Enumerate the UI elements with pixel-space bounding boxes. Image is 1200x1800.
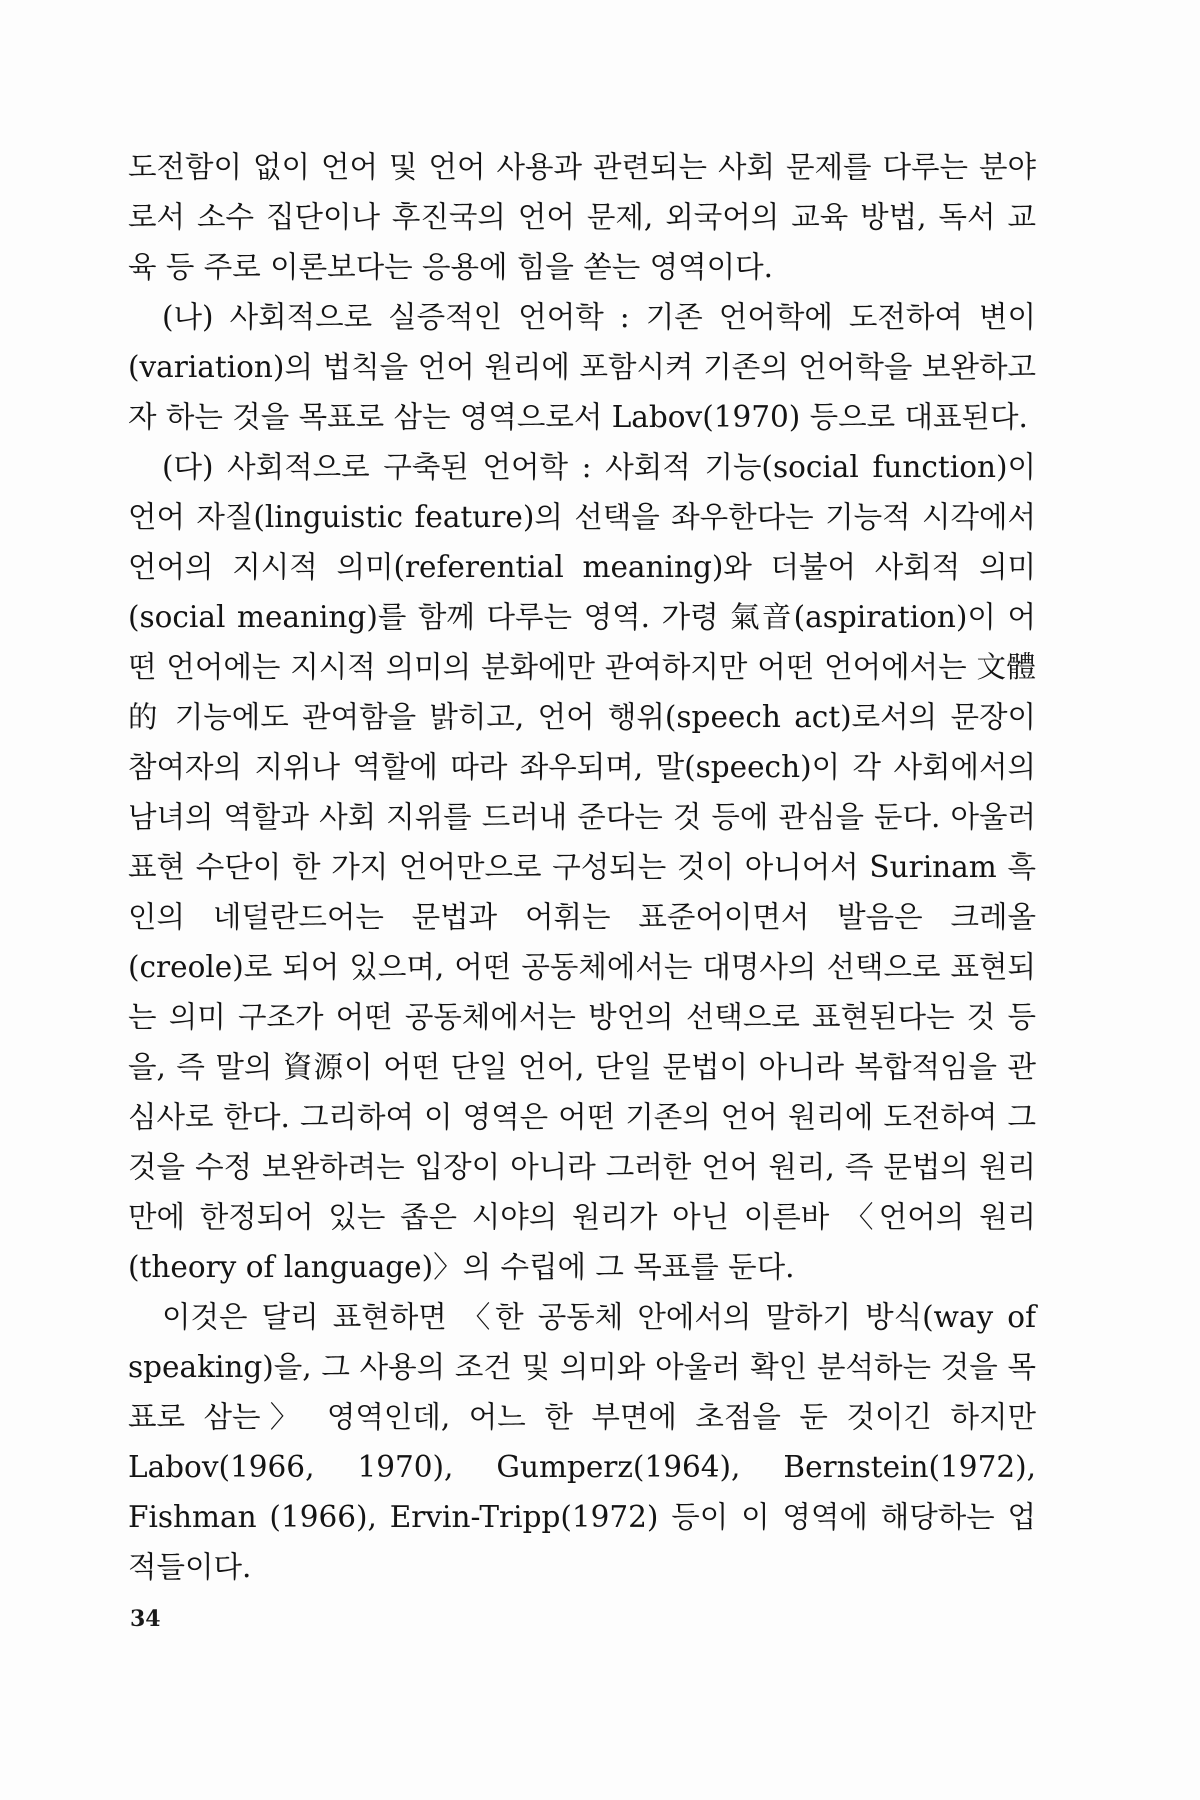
paragraph-da: (다) 사회적으로 구축된 언어학 : 사회적 기능(social function)이 언어 자질(linguistic feature)의 선택을 좌우한다는 기능적 시각에서 언어의 지시적 의미(referential meaning)와 더불어 사회적 의미(social meaning)를 함께 다루는 영역. 가령 氣音(aspiration)이 어떤 언어에는 지시적 의미의 분화에만 관여하지만 어떤 언어에서는 文體的 기능에도 관여함을 밝히고, 언어 행위(speech act)로서의 문장이 참여자의 지위나 역할에 따라 좌우되며, 말(speech)이 각 사회에서의 남녀의 역할과 사회 지위를 드러내 준다는 것 등에 관심을 둔다. 아울러 표현 수단이 한 가지 언어만으로 구성되는 것이 아니어서 Surinam 흑인의 네덜란드어는 문법과 어휘는 표준어이면서 발음은 크레올(creole)로 되어 있으며, 어떤 공동체에서는 대명사의 선택으로 표현되는 의미 구조가 어떤 공동체에서는 방언의 선택으로 표현된다는 것 등을, 즉 말의 資源이 어떤 단일 언어, 단일 문법이 아니라 복합적임을 관심사로 한다. 그리하여 이 영역은 어떤 기존의 언어 원리에 도전하여 그것을 수정 보완하려는 입장이 아니라 그러한 언어 원리, 즉 문법의 원리만에 한정되어 있는 좁은 시야의 원리가 아닌 이른바 〈언어의 원리(theory of language)〉의 수립에 그 목표를 둔다. — [128, 450, 1036, 1284]
paragraph-summary: 이것은 달리 표현하면 〈한 공동체 안에서의 말하기 방식(way of speaking)을, 그 사용의 조건 및 의미와 아울러 확인 분석하는 것을 목표로 삼는〉 영역인데, 어느 한 부면에 초점을 둔 것이긴 하지만 Labov(1966, 1970), Gumperz(1964), Bernstein(1972), Fishman (1966), Ervin-Tripp(1972) 등이 이 영역에 해당하는 업적들이다. — [128, 1300, 1036, 1584]
paragraph-continued: 도전함이 없이 언어 및 언어 사용과 관련되는 사회 문제를 다루는 분야로서 소수 집단이나 후진국의 언어 문제, 외국어의 교육 방법, 독서 교육 등 주로 이론보다는 응용에 힘을 쏟는 영역이다. — [128, 150, 1036, 284]
paragraph-na: (나) 사회적으로 실증적인 언어학 : 기존 언어학에 도전하여 변이(variation)의 법칙을 언어 원리에 포함시켜 기존의 언어학을 보완하고자 하는 것을 목표로 삼는 영역으로서 Labov(1970) 등으로 대표된다. — [128, 300, 1036, 434]
body-text — [128, 142, 1036, 1592]
page-number: 34 — [130, 1606, 161, 1632]
